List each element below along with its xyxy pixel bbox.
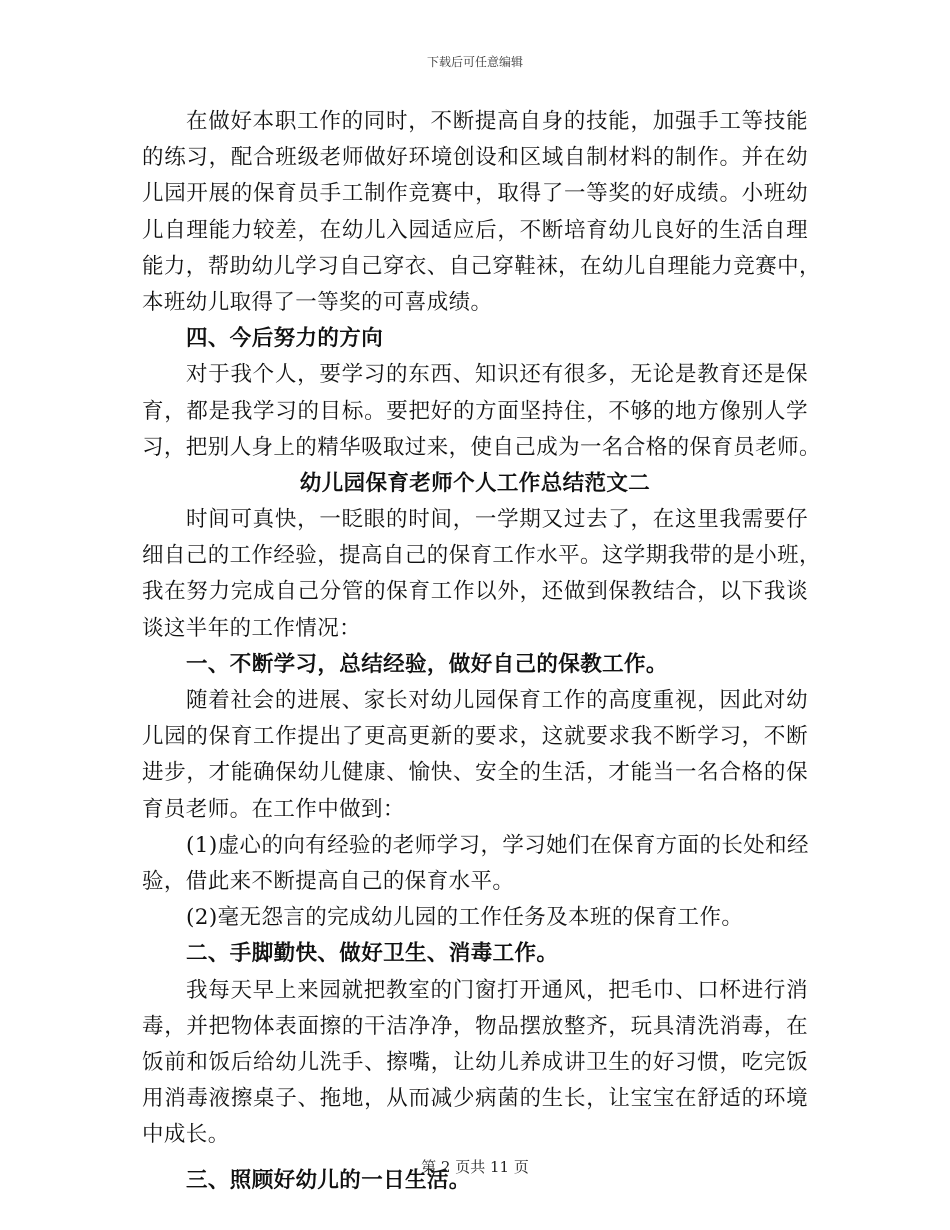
paragraph-line: 育员老师。在工作中做到：: [142, 796, 405, 822]
paragraph-line: 儿园开展的保育员手工制作竞赛中，取得了一等奖的好成绩。小班幼: [142, 181, 808, 207]
paragraph-line: 我每天早上来园就把教室的门窗打开通风，把毛巾、口杯进行消: [186, 977, 808, 1003]
paragraph-line: 我在努力完成自己分管的保育工作以外，还做到保教结合，以下我谈: [142, 579, 808, 605]
paragraph-line: 的练习，配合班级老师做好环境创设和区域自制材料的制作。并在幼: [142, 145, 808, 171]
paragraph-line: 习，把别人身上的精华吸取过来，使自己成为一名合格的保育员老师。: [142, 434, 821, 460]
page-footer: 第 2 页共 11 页: [421, 1158, 529, 1176]
list-item-line: (2)毫无怨言的完成幼儿园的工作任务及本班的保育工作。: [186, 905, 744, 931]
list-item-line: (1)虚心的向有经验的老师学习，学习她们在保育方面的长处和经: [186, 832, 809, 858]
paragraph-line: 对于我个人，要学习的东西、知识还有很多，无论是教育还是保: [186, 362, 808, 388]
paragraph-line: 儿自理能力较差，在幼儿入园适应后，不断培育幼儿良好的生活自理: [142, 217, 808, 243]
document-body: [142, 104, 821, 1200]
paragraph-line: 饭前和饭后给幼儿洗手、擦嘴，让幼儿养成讲卫生的好习惯，吃完饭: [142, 1049, 808, 1075]
paragraph-line: 时间可真快，一眨眼的时间，一学期又过去了，在这里我需要仔: [186, 507, 808, 533]
paragraph-line: 儿园的保育工作提出了更高更新的要求，这就要求我不断学习，不断: [142, 724, 808, 750]
paragraph-line: 能力，帮助幼儿学习自己穿衣、自己穿鞋袜，在幼儿自理能力竞赛中，: [142, 253, 821, 279]
list-item-line: 验，借此来不断提高自己的保育水平。: [142, 868, 515, 894]
paragraph-line: 中成长。: [142, 1122, 230, 1148]
paragraph-line: 在做好本职工作的同时，不断提高自身的技能，加强手工等技能: [186, 109, 808, 134]
section-heading: 三、照顾好幼儿的一日生活。: [186, 1168, 471, 1194]
article-title: 幼儿园保育老师个人工作总结范文二: [299, 470, 651, 496]
paragraph-line: 随着社会的进展、家长对幼儿园保育工作的高度重视，因此对幼: [186, 688, 808, 713]
paragraph-line: 谈这半年的工作情况：: [142, 615, 362, 641]
section-heading: 四、今后努力的方向: [186, 326, 384, 352]
paragraph-line: 本班幼儿取得了一等奖的可喜成绩。: [142, 289, 493, 315]
paragraph-line: 育，都是我学习的目标。要把好的方面坚持住，不够的地方像别人学: [142, 398, 808, 424]
paragraph-line: 用消毒液擦桌子、拖地，从而减少病菌的生长，让宝宝在舒适的环境: [142, 1086, 808, 1112]
paragraph-line: 进步，才能确保幼儿健康、愉快、安全的生活，才能当一名合格的保: [142, 760, 808, 786]
section-heading: 一、不断学习，总结经验，做好自己的保教工作。: [186, 651, 668, 677]
page-header: 下载后可任意编辑: [426, 55, 523, 69]
section-heading: 二、手脚勤快、做好卫生、消毒工作。: [186, 941, 559, 967]
paragraph-line: 毒，并把物体表面擦的干洁净净，物品摆放整齐，玩具清洗消毒，在: [142, 1013, 808, 1039]
paragraph-line: 细自己的工作经验，提高自己的保育工作水平。这学期我带的是小班，: [142, 543, 821, 569]
